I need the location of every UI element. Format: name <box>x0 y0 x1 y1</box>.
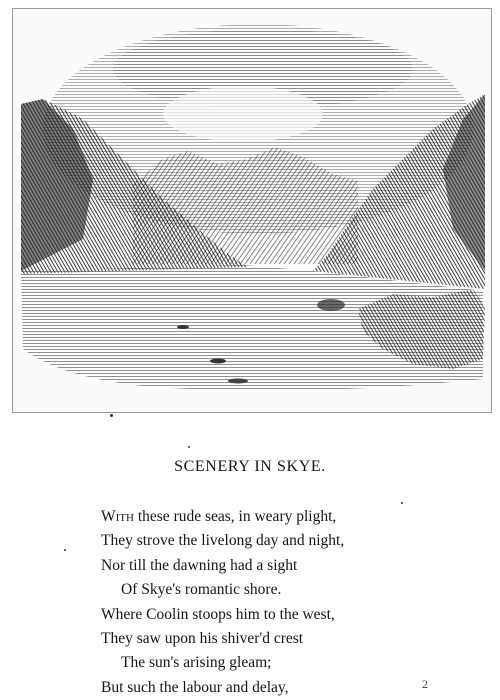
ink-speck <box>188 446 190 448</box>
poem-initial-word: With <box>101 508 134 525</box>
page-title: SCENERY IN SKYE. <box>174 458 326 475</box>
page-signature-mark: 2 <box>422 677 428 691</box>
poem-line: But such the labour and delay, <box>101 678 289 696</box>
poem-line: The sun's arising gleam; <box>121 654 272 672</box>
ink-speck <box>110 414 113 417</box>
poem-line-rest: these rude seas, in weary plight, <box>133 508 337 525</box>
ink-speck <box>64 549 66 551</box>
ink-speck <box>401 502 403 504</box>
poem-line: Where Coolin stoops him to the west, <box>101 605 335 623</box>
poem-line <box>101 505 481 529</box>
loch-mountain-engraving <box>13 9 493 414</box>
poem-line: Of Skye's romantic shore. <box>121 581 282 599</box>
poem-line: They strove the livelong day and night, <box>101 532 345 550</box>
poem-line: Nor till the dawning had a sight <box>101 556 298 574</box>
poem-line: They saw upon his shiver'd crest <box>101 629 304 647</box>
poem-text <box>101 505 481 700</box>
engraving-illustration <box>12 8 492 413</box>
